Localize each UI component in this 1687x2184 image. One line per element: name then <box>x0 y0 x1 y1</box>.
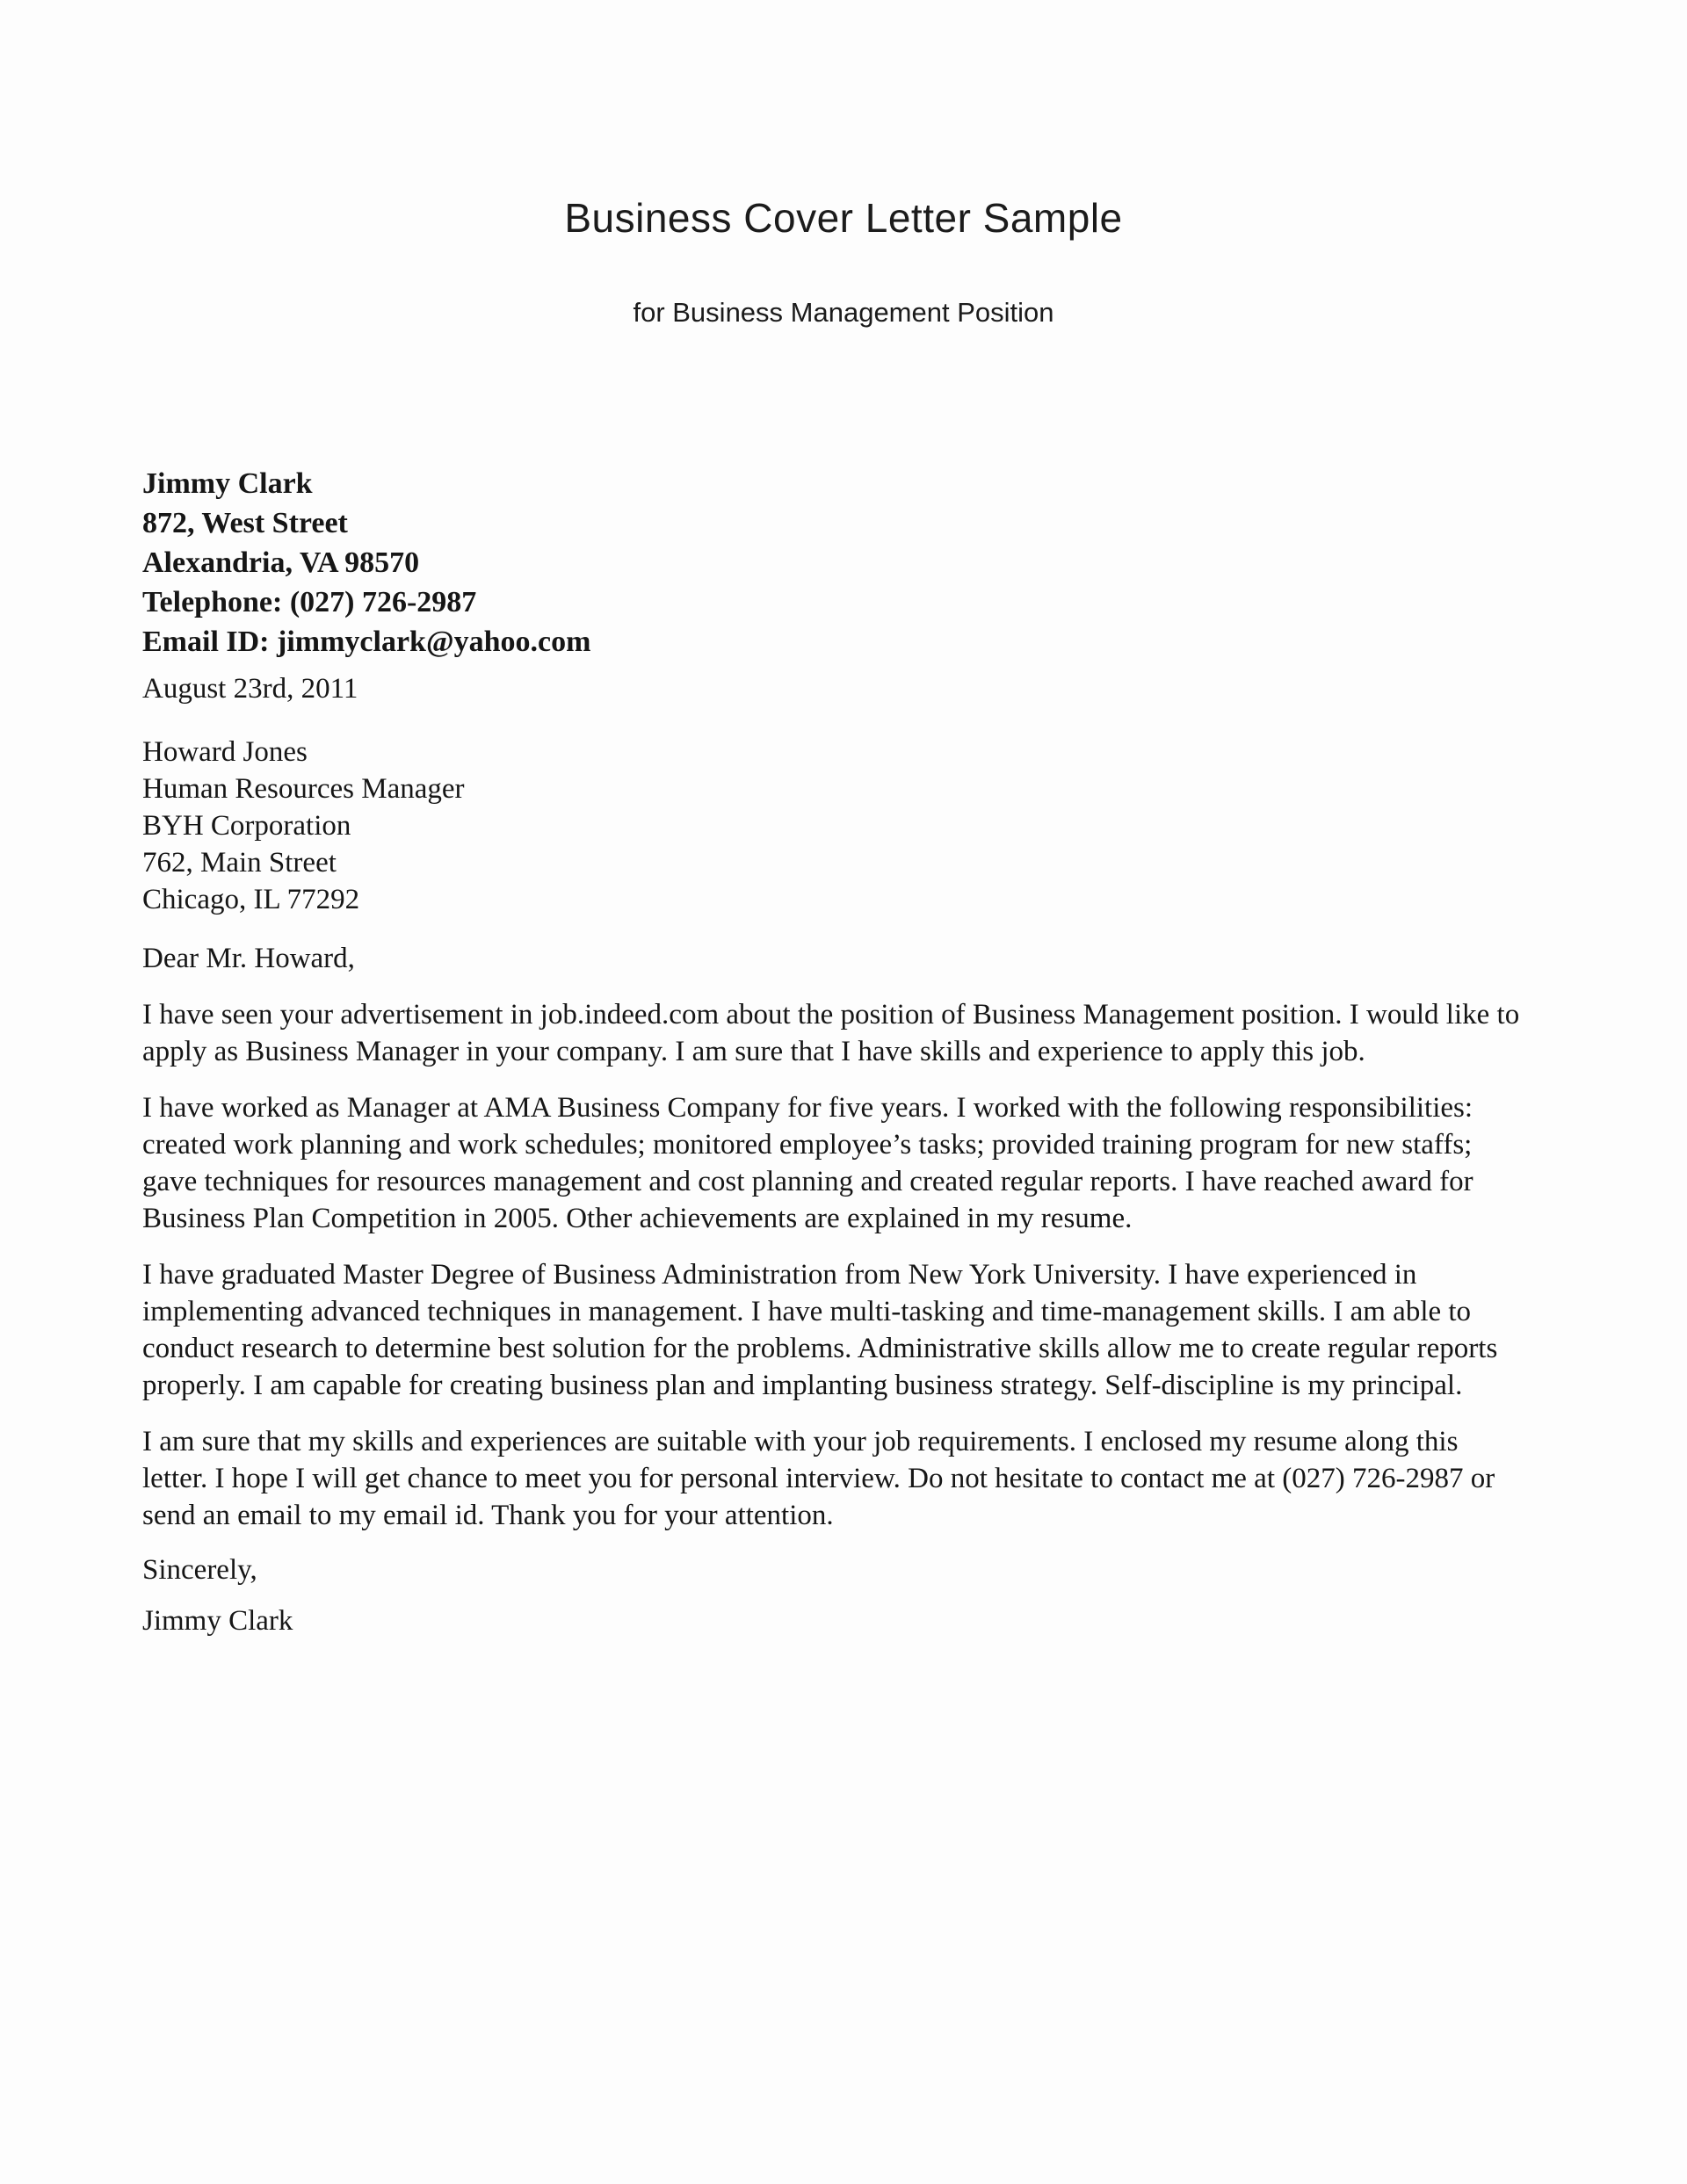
page-title: Business Cover Letter Sample <box>564 195 1123 241</box>
paragraph-education: I have graduated Master Degree of Business Administration from New York University. I have experienced in implementing advanced techniques in management. I have multi-tasking and time-management skills. I am able to conduct research to determine best solution for the problems. Administrative skills allow me to create regular reports properly. I am capable for creating business plan and implanting business strategy. Self-discipline is my principal. <box>142 1259 1498 1401</box>
letter-date: August 23rd, 2011 <box>142 673 358 705</box>
letter-body <box>142 464 1529 1639</box>
closing-phrase: Sincerely, <box>142 1554 257 1586</box>
sender-address-line2: Alexandria, VA 98570 <box>142 546 420 579</box>
sender-address-line1: 872, West Street <box>142 507 348 539</box>
recipient-name: Howard Jones <box>142 736 308 768</box>
salutation: Dear Mr. Howard, <box>142 943 355 974</box>
sender-email: Email ID: jimmyclark@yahoo.com <box>142 626 591 658</box>
recipient-company: BYH Corporation <box>142 810 351 842</box>
recipient-block <box>142 734 1529 918</box>
paragraph-closing-statement: I am sure that my skills and experiences are suitable with your job requirements. I enclosed my resume along this letter. I hope I will get chance to meet you for personal interview. Do not hesitate to contact me at (027) 726-2987 or send an email to my email id. Thank you for your attention. <box>142 1426 1495 1531</box>
sender-block <box>142 464 1529 662</box>
paragraph-experience: I have worked as Manager at AMA Business Company for five years. I worked with the following responsibilities: created work planning and work schedules; monitored employee’s tasks; provided training program for new staffs; gave techniques for resources management and cost planning and created regular reports. I have reached award for Business Plan Competition in 2005. Other achievements are explained in my resume. <box>142 1092 1473 1234</box>
paragraph-introduction: I have seen your advertisement in job.indeed.com about the position of Business Management position. I would like to apply as Business Manager in your company. I am sure that I have skills and experience to apply this job. <box>142 999 1520 1067</box>
recipient-address-line1: 762, Main Street <box>142 847 337 879</box>
recipient-job-title: Human Resources Manager <box>142 773 465 805</box>
page-subtitle: for Business Management Position <box>633 297 1054 328</box>
sender-telephone: Telephone: (027) 726-2987 <box>142 586 477 618</box>
recipient-address-line2: Chicago, IL 77292 <box>142 884 360 915</box>
sender-name: Jimmy Clark <box>142 467 313 500</box>
signature-name: Jimmy Clark <box>142 1605 293 1637</box>
